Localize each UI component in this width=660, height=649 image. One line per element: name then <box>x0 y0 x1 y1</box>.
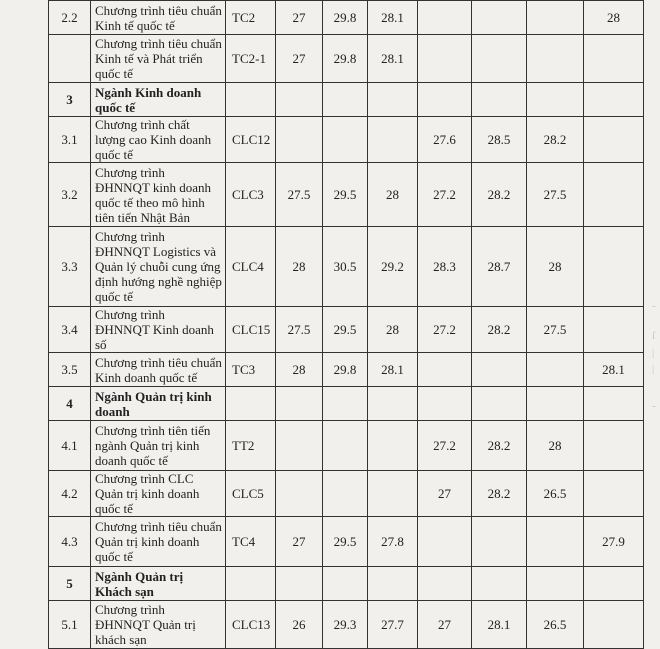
program-name-cell: Chương trình tiên tiến ngành Quản trị kinh doanh quốc tế <box>91 421 226 471</box>
score-cell: 29.5 <box>323 307 368 353</box>
score-cell <box>527 1 584 35</box>
score-cell: 28.1 <box>584 353 644 387</box>
score-cell <box>584 83 644 117</box>
score-cell: 28 <box>368 307 418 353</box>
row-number-cell: 3.5 <box>49 353 91 387</box>
score-cell: 28.7 <box>472 227 527 307</box>
score-cell: 29.8 <box>323 35 368 83</box>
program-row <box>49 471 644 517</box>
score-cell <box>418 35 472 83</box>
major-row <box>49 83 644 117</box>
score-cell <box>418 83 472 117</box>
score-cell <box>584 471 644 517</box>
program-code-cell: CLC15 <box>226 307 276 353</box>
row-number-cell: 4.2 <box>49 471 91 517</box>
program-code-cell: TC2-1 <box>226 35 276 83</box>
score-cell: 29.8 <box>323 1 368 35</box>
program-row <box>49 353 644 387</box>
score-cell <box>584 421 644 471</box>
page-edge-mark: | <box>652 347 655 359</box>
score-cell: 27.5 <box>527 163 584 227</box>
score-cell: 28.1 <box>368 1 418 35</box>
program-name-cell: Chương trình chất lượng cao Kinh doanh quốc tế <box>91 117 226 163</box>
score-cell: 28.2 <box>472 307 527 353</box>
row-number-cell: 4.3 <box>49 517 91 567</box>
score-cell <box>276 387 323 421</box>
score-cell <box>323 421 368 471</box>
score-cell <box>527 353 584 387</box>
page-edge-mark: | <box>652 363 655 375</box>
score-cell: 29.5 <box>323 517 368 567</box>
score-cell: 28 <box>527 421 584 471</box>
score-cell: 27.5 <box>276 307 323 353</box>
score-cell: 29.5 <box>323 163 368 227</box>
row-number-cell: 2.2 <box>49 1 91 35</box>
score-cell: 28 <box>527 227 584 307</box>
program-code-cell: CLC5 <box>226 471 276 517</box>
score-cell: 28.2 <box>472 421 527 471</box>
score-cell <box>527 567 584 601</box>
score-cell <box>276 471 323 517</box>
score-cell: 27.5 <box>527 307 584 353</box>
row-number-cell: 5 <box>49 567 91 601</box>
program-row <box>49 307 644 353</box>
program-row <box>49 227 644 307</box>
major-row <box>49 567 644 601</box>
score-cell: 26 <box>276 601 323 649</box>
program-row <box>49 517 644 567</box>
score-cell: 29.3 <box>323 601 368 649</box>
program-row <box>49 1 644 35</box>
score-cell <box>368 83 418 117</box>
major-row <box>49 387 644 421</box>
program-code-cell <box>226 387 276 421</box>
major-name-cell: Ngành Kinh doanh quốc tế <box>91 83 226 117</box>
program-code-cell <box>226 567 276 601</box>
score-cell: 27.2 <box>418 307 472 353</box>
score-cell <box>472 1 527 35</box>
score-cell: 28.1 <box>368 35 418 83</box>
program-name-cell: Chương trình tiêu chuẩn Kinh tế và Phát triển quốc tế <box>91 35 226 83</box>
page-edge-mark: ſ <box>652 330 656 342</box>
program-name-cell: Chương trình ĐHNNQT kinh doanh quốc tế theo mô hình tiên tiến Nhật Bản <box>91 163 226 227</box>
score-cell: 28 <box>276 353 323 387</box>
score-cell <box>368 421 418 471</box>
program-row <box>49 601 644 649</box>
table-body <box>49 1 644 649</box>
score-cell: 28.1 <box>472 601 527 649</box>
score-cell: 27 <box>418 601 472 649</box>
score-cell: 27.2 <box>418 163 472 227</box>
score-cell <box>418 567 472 601</box>
score-cell: 27.7 <box>368 601 418 649</box>
score-cell <box>323 117 368 163</box>
program-code-cell: CLC12 <box>226 117 276 163</box>
score-cell <box>527 387 584 421</box>
program-name-cell: Chương trình CLC Quản trị kinh doanh quốc tế <box>91 471 226 517</box>
program-name-cell: Chương trình tiêu chuẩn Kinh doanh quốc tế <box>91 353 226 387</box>
score-cell: 26.5 <box>527 601 584 649</box>
score-cell <box>584 307 644 353</box>
score-cell: 28.3 <box>418 227 472 307</box>
row-number-cell: 3.4 <box>49 307 91 353</box>
score-cell: 27 <box>276 517 323 567</box>
score-cell <box>418 517 472 567</box>
score-cell: 28 <box>368 163 418 227</box>
score-cell: 28.2 <box>472 163 527 227</box>
row-number-cell: 4.1 <box>49 421 91 471</box>
score-cell: 27.6 <box>418 117 472 163</box>
program-name-cell: Chương trình ĐHNNQT Quản trị khách sạn <box>91 601 226 649</box>
score-cell <box>368 117 418 163</box>
score-cell: 28 <box>584 1 644 35</box>
score-cell <box>584 117 644 163</box>
score-cell <box>368 567 418 601</box>
score-cell: 28.2 <box>472 471 527 517</box>
score-cell: 29.2 <box>368 227 418 307</box>
score-cell <box>584 163 644 227</box>
score-cell <box>368 471 418 517</box>
score-cell <box>584 35 644 83</box>
row-number-cell <box>49 35 91 83</box>
score-cell: 27.9 <box>584 517 644 567</box>
program-row <box>49 421 644 471</box>
score-cell: 27 <box>276 1 323 35</box>
program-code-cell: TT2 <box>226 421 276 471</box>
program-row <box>49 163 644 227</box>
score-cell <box>584 227 644 307</box>
program-row <box>49 117 644 163</box>
admission-score-table <box>48 0 644 649</box>
score-cell <box>584 601 644 649</box>
score-cell <box>276 83 323 117</box>
score-cell <box>418 387 472 421</box>
score-cell <box>276 117 323 163</box>
score-cell <box>472 35 527 83</box>
score-cell: 27.5 <box>276 163 323 227</box>
score-cell: 28.2 <box>527 117 584 163</box>
program-name-cell: Chương trình ĐHNNQT Logistics và Quản lý chuỗi cung ứng định hướng nghề nghiệp quốc tế <box>91 227 226 307</box>
row-number-cell: 3.2 <box>49 163 91 227</box>
program-code-cell: CLC13 <box>226 601 276 649</box>
score-cell <box>472 517 527 567</box>
program-row <box>49 35 644 83</box>
page-edge-mark: - <box>652 400 656 412</box>
score-cell <box>472 387 527 421</box>
row-number-cell: 3 <box>49 83 91 117</box>
score-cell <box>323 471 368 517</box>
score-cell: 26.5 <box>527 471 584 517</box>
row-number-cell: 4 <box>49 387 91 421</box>
program-code-cell: TC4 <box>226 517 276 567</box>
score-cell: 28 <box>276 227 323 307</box>
program-code-cell: TC3 <box>226 353 276 387</box>
score-cell <box>323 567 368 601</box>
program-code-cell: CLC3 <box>226 163 276 227</box>
program-code-cell: CLC4 <box>226 227 276 307</box>
score-cell <box>472 83 527 117</box>
program-name-cell: Chương trình tiêu chuẩn Kinh tế quốc tế <box>91 1 226 35</box>
major-name-cell: Ngành Quản trị kinh doanh <box>91 387 226 421</box>
score-cell: 30.5 <box>323 227 368 307</box>
score-cell: 28.5 <box>472 117 527 163</box>
program-code-cell: TC2 <box>226 1 276 35</box>
row-number-cell: 3.1 <box>49 117 91 163</box>
score-cell <box>368 387 418 421</box>
program-code-cell <box>226 83 276 117</box>
score-cell <box>276 421 323 471</box>
page-edge-mark: - <box>652 300 656 312</box>
major-name-cell: Ngành Quản trị Khách sạn <box>91 567 226 601</box>
score-cell: 29.8 <box>323 353 368 387</box>
score-cell <box>276 567 323 601</box>
score-cell <box>418 1 472 35</box>
score-cell <box>323 387 368 421</box>
score-cell: 27 <box>418 471 472 517</box>
score-cell <box>472 353 527 387</box>
score-cell <box>472 567 527 601</box>
score-cell: 27.2 <box>418 421 472 471</box>
score-cell <box>527 83 584 117</box>
score-cell: 27.8 <box>368 517 418 567</box>
score-cell <box>584 387 644 421</box>
row-number-cell: 5.1 <box>49 601 91 649</box>
score-cell <box>527 35 584 83</box>
score-cell <box>527 517 584 567</box>
program-name-cell: Chương trình ĐHNNQT Kinh doanh số <box>91 307 226 353</box>
score-cell: 27 <box>276 35 323 83</box>
score-cell: 28.1 <box>368 353 418 387</box>
row-number-cell: 3.3 <box>49 227 91 307</box>
score-cell <box>323 83 368 117</box>
program-name-cell: Chương trình tiêu chuẩn Quản trị kinh doanh quốc tế <box>91 517 226 567</box>
score-cell <box>418 353 472 387</box>
score-cell <box>584 567 644 601</box>
